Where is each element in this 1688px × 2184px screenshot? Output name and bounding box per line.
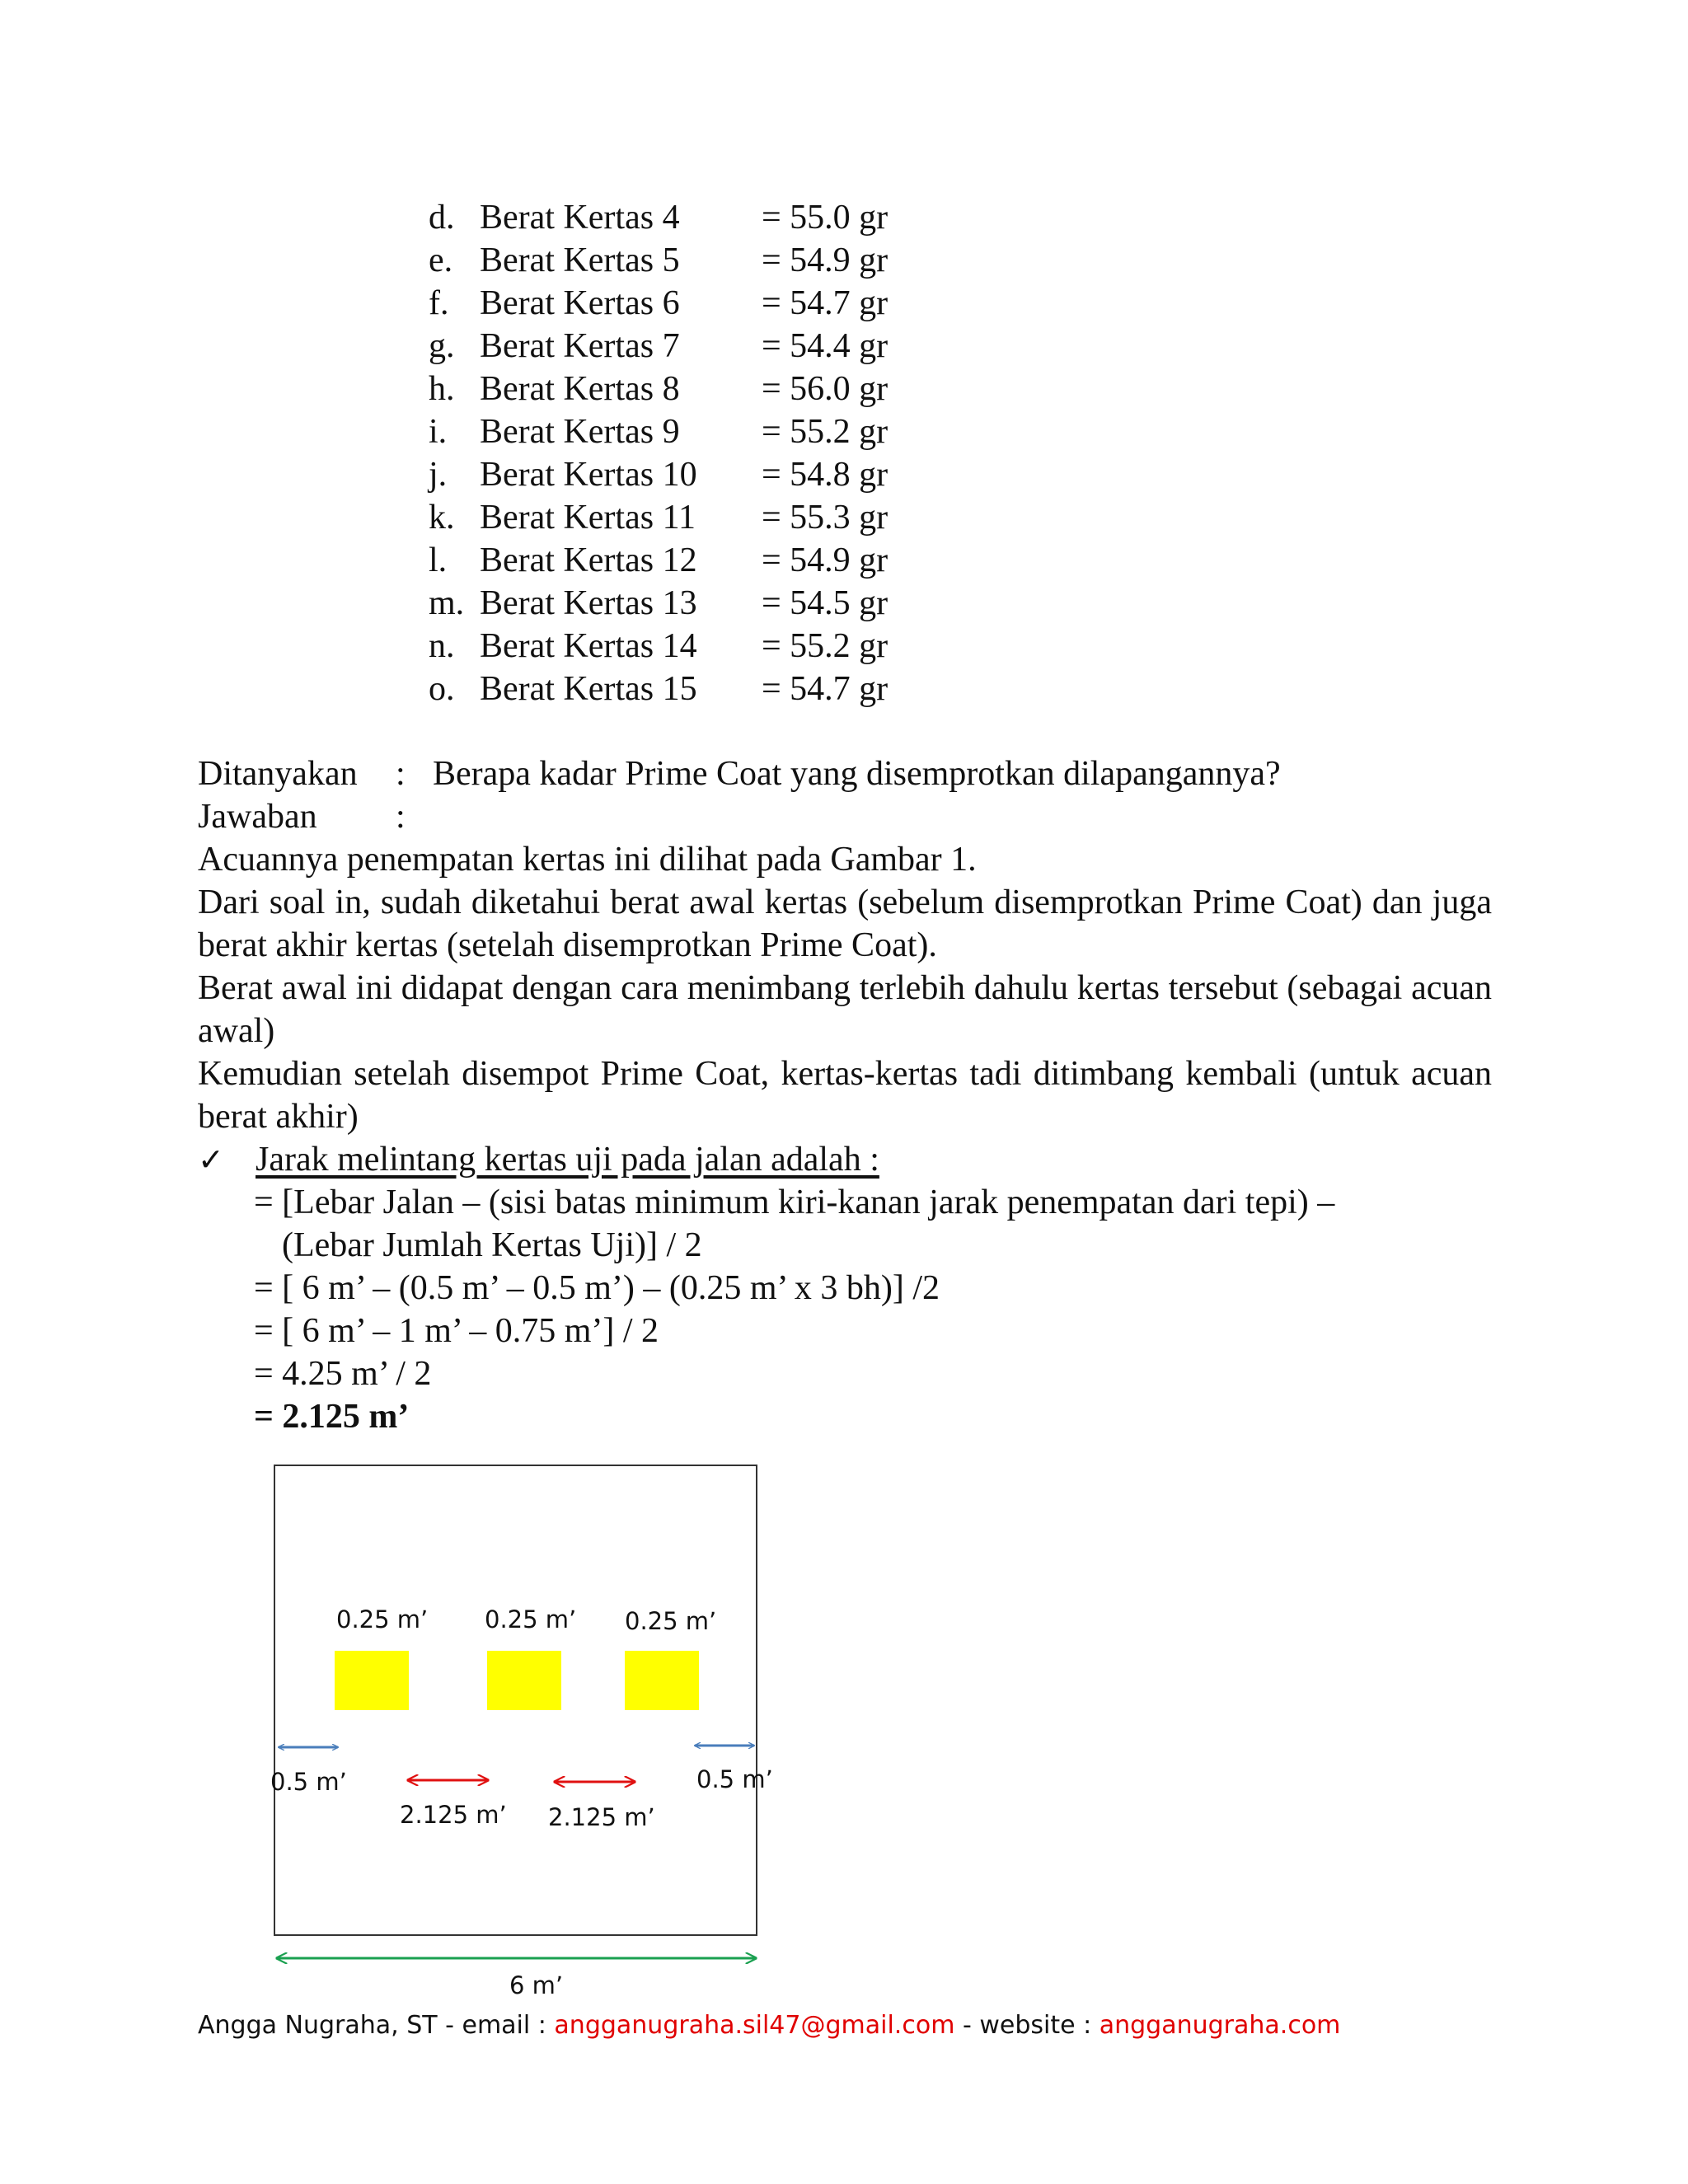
paragraph-final-weight: Kemudian setelah disempot Prime Coat, kertas-kertas tadi ditimbang kembali (untuk acuan berat akhir) (198, 1055, 1492, 1136)
test-paper-1 (335, 1651, 409, 1710)
footer-email-link[interactable]: angganugraha.sil47@gmail.com (554, 2011, 955, 2040)
paper-width-label: 0.25 m’ (485, 1605, 577, 1633)
calc-line: = 4.25 m’ / 2 (254, 1355, 432, 1393)
calc-result: = 2.125 m’ (254, 1398, 410, 1436)
total-width-label: 6 m’ (509, 1971, 564, 1999)
paper-width-label: 0.25 m’ (625, 1607, 717, 1635)
gap-left-label: 2.125 m’ (400, 1801, 507, 1829)
footer-separator: - website : (954, 2011, 1100, 2040)
calc-line: (Lebar Jumlah Kertas Uji)] / 2 (282, 1226, 702, 1264)
edge-left-label: 0.5 m’ (270, 1768, 347, 1796)
paper-placement-diagram (272, 1463, 773, 2007)
diagram-svg (272, 1463, 773, 2007)
test-paper-2 (487, 1651, 561, 1710)
document-page: d. Berat Kertas 4 = 55.0 gr e. Berat Kertas 5 = 54.9 gr f. Berat Kertas 6 = 54.7 gr g. Berat Kertas 7 = 54.4 gr h. Berat Kertas 8 = 56.0 gr i. Berat Kertas 9 = 55.2 gr j. Berat Kertas 10 = 54.8 gr k. Berat Kertas 11 = 55.3 gr l. Berat Kertas 12 = 54.9 gr m. Berat Kertas 13 = 54.5 gr n. Berat Kertas 14 = 55.2 gr o. Berat Kertas 15 = 54.7 gr Ditanyakan : Berapa kadar Prime Coat yang disemprotkan dilapangannya? Jawaban : Acuannya penempatan kertas ini dilihat pada Gambar 1. Dari soal in, sudah diketahui berat awal kertas (sebelum disemprotkan Prime Coat) dan juga berat akhir kertas (setelah disemprotkan Prime Coat). Berat awal ini didapat dengan cara menimbang terlebih dahulu kertas tersebut (sebagai acuan awal) Kemudian setelah disempot Prime Coat, kertas-kertas tadi ditimbang kembali (untuk acuan berat akhir) ✓ Jarak melintang kertas uji pada jalan adalah : = [Lebar Jalan – (sisi batas minimum kiri-kanan jarak penempatan dari tepi) – (Lebar Jumlah Kertas Uji)] / 2 = [ 6 m’ – (0.5 m’ – 0.5 m’) – (0.25 m’ x 3 bh)] /2 = [ 6 m’ – 1 m’ – 0.75 m’] / 2 = 4.25 m’ / 2 = 2.125 m’ 0.25 m’ 0.25 m’ 0.25 m’ 0.5 m’ 0.5 m’ 2.125 m’ 2.125 m’ 6 m’ Angga Nugraha, ST - email : angganugraha.sil47@gmail.com - website : angganugraha.com (198, 199, 1492, 2040)
calc-line: = [ 6 m’ – 1 m’ – 0.75 m’] / 2 (254, 1312, 659, 1350)
paragraph-initial-weight: Berat awal ini didapat dengan cara menimbang terlebih dahulu kertas tersebut (sebagai acuan awal) (198, 969, 1492, 1050)
gap-right-label: 2.125 m’ (548, 1803, 655, 1831)
calc-line: = [Lebar Jalan – (sisi batas minimum kiri-kanan jarak penempatan dari tepi) – (254, 1183, 1335, 1221)
footer (198, 2011, 1340, 2040)
paragraph-reference: Acuannya penempatan kertas ini dilihat pada Gambar 1. (198, 841, 977, 879)
test-paper-3 (625, 1651, 699, 1710)
question-line: Ditanyakan : Berapa kadar Prime Coat yang disemprotkan dilapangannya? (198, 755, 1281, 793)
calc-line: = [ 6 m’ – (0.5 m’ – 0.5 m’) – (0.25 m’ x 3 bh)] /2 (254, 1269, 940, 1307)
paragraph-known-weights: Dari soal in, sudah diketahui berat awal kertas (sebelum disemprotkan Prime Coat) dan juga berat akhir kertas (setelah disemprotkan Prime Coat). (198, 883, 1492, 964)
footer-author: Angga Nugraha, ST - email : (198, 2011, 555, 2040)
checkmark-icon: ✓ (198, 1141, 224, 1178)
footer-website-link[interactable]: angganugraha.com (1099, 2011, 1341, 2040)
paper-width-label: 0.25 m’ (336, 1605, 429, 1633)
checklist-title: Jarak melintang kertas uji pada jalan adalah : (256, 1141, 879, 1179)
answer-line: Jawaban : (198, 798, 406, 836)
edge-right-label: 0.5 m’ (696, 1765, 773, 1793)
